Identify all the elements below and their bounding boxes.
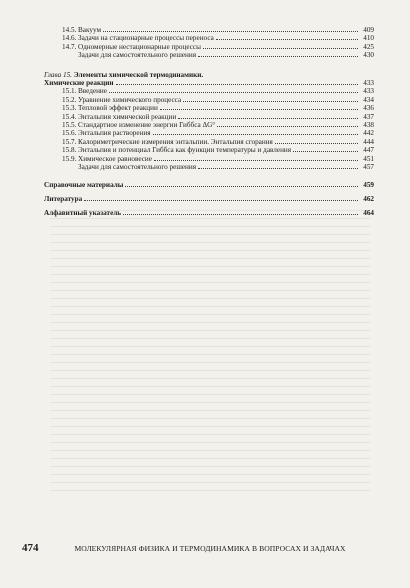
toc-entry-tasks: Задачи для самостоятельного решения 457 — [78, 163, 374, 172]
toc-appendix-index: Алфавитный указатель 464 — [44, 209, 374, 218]
bleed-through-text — [50, 210, 370, 510]
toc-appendix-reference: Справочные материалы 459 — [44, 180, 374, 189]
toc-entry: 15.8. Энтальпия и потенциал Гиббса как функции температуры и давления 447 — [62, 146, 374, 155]
table-of-contents — [44, 26, 374, 218]
toc-entry: 15.2. Уравнение химического процесса 434 — [62, 95, 374, 104]
page-number: 474 — [22, 542, 39, 554]
toc-appendix-literature: Литература 462 — [44, 194, 374, 203]
toc-entry: 14.6. Задачи на стационарные процессы переноса 410 — [62, 34, 374, 43]
toc-entry: 15.6. Энтальпия растворения 442 — [62, 129, 374, 138]
toc-entry-tasks: Задачи для самостоятельного решения 430 — [78, 51, 374, 60]
page-footer — [22, 542, 384, 554]
toc-entry: 15.3. Тепловой эффект реакции 436 — [62, 104, 374, 113]
chapter-15-heading: Глава 15. Элементы химической термодинамики. Химические реакции 433 — [44, 70, 374, 88]
toc-entry: 14.7. Одномерные нестационарные процессы 425 — [62, 42, 374, 51]
running-head: МОЛЕКУЛЯРНАЯ ФИЗИКА И ТЕРМОДИНАМИКА В ВОПРОСАХ И ЗАДАЧАХ — [74, 544, 346, 553]
toc-entry: 15.7. Калориметрические измерения энтальпии. Энтальпия сгорания 444 — [62, 137, 374, 146]
toc-entry: 15.1. Введение 433 — [62, 87, 374, 96]
toc-entry: 14.5. Вакуум 409 — [62, 26, 374, 34]
toc-entry: 15.4. Энтальпия химической реакции 437 — [62, 112, 374, 121]
toc-entry: 15.5. Стандартное изменение энергии Гиббса ΔG° 438 — [62, 121, 374, 130]
toc-entry: 15.9. Химическое равновесие 451 — [62, 154, 374, 163]
